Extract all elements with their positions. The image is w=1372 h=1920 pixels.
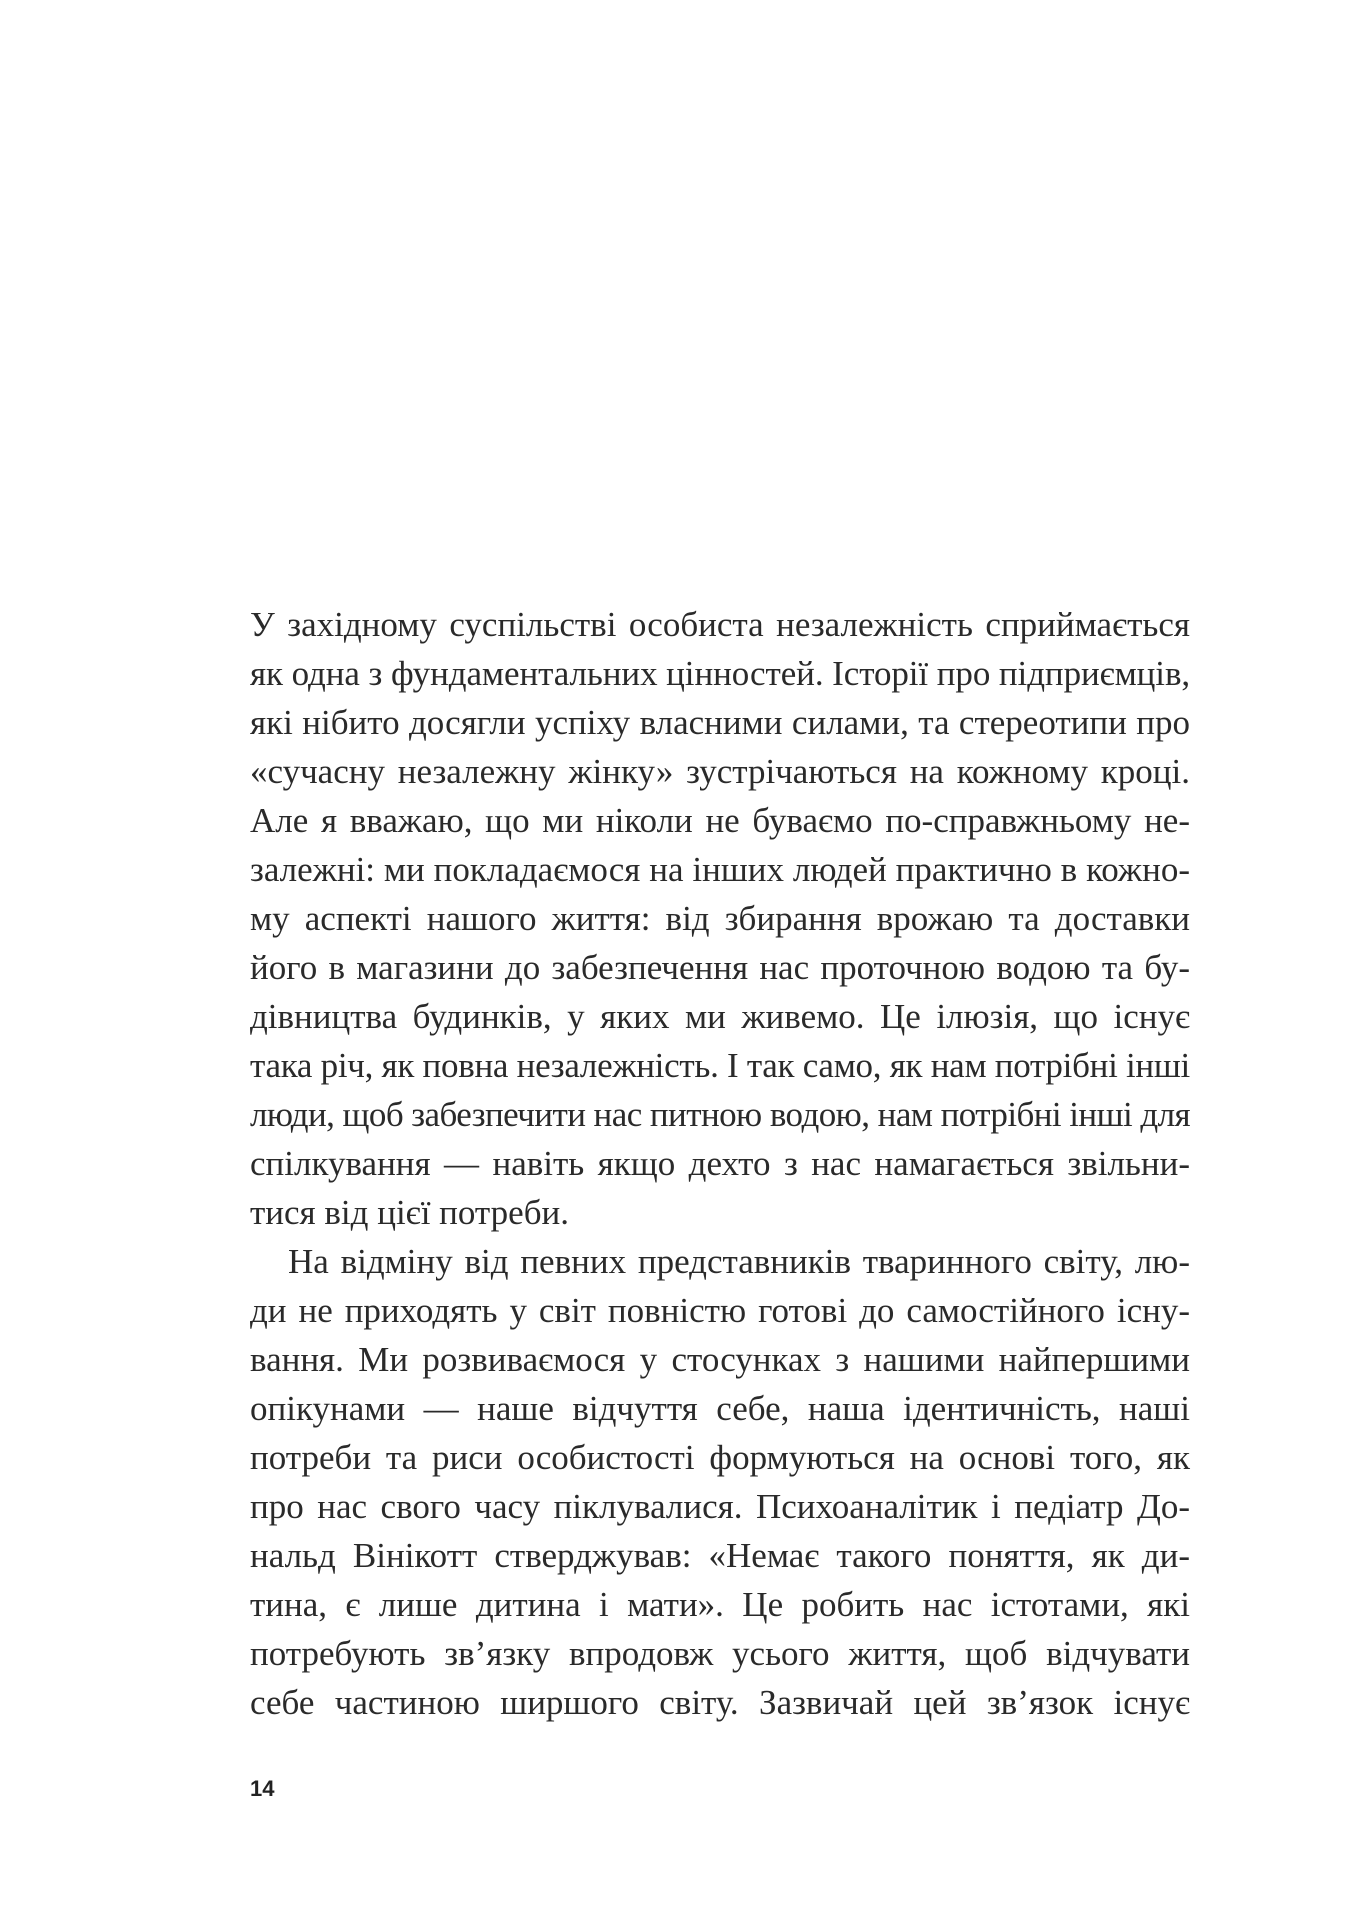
text-line: потреби та риси особистості формуються на основі того, як	[250, 1438, 1190, 1477]
text-line: На відміну від певних представників тваринного світу, лю-	[288, 1242, 1190, 1281]
text-line: тина, є лише дитина і мати». Це робить нас істотами, які	[250, 1585, 1190, 1624]
text-line: себе частиною ширшого світу. Зазвичай цей зв’язок існує	[250, 1683, 1190, 1722]
paragraph-1	[250, 600, 1190, 1237]
text-line: вання. Ми розвиваємося у стосунках з нашими найпершими	[250, 1340, 1190, 1379]
paragraph-2	[250, 1237, 1190, 1727]
text-line: тися від цієї потреби.	[250, 1193, 569, 1232]
body-text	[250, 600, 1190, 1727]
text-line: спілкування — навіть якщо дехто з нас намагається звільни-	[250, 1144, 1190, 1183]
text-line: му аспекті нашого життя: від збирання врожаю та доставки	[250, 899, 1190, 938]
text-line: які нібито досягли успіху власними силами, та стереотипи про	[250, 703, 1190, 742]
text-line: як одна з фундаментальних цінностей. Історії про підприємців,	[250, 654, 1191, 693]
text-line: «сучасну незалежну жінку» зустрічаються на кожному кроці.	[250, 752, 1190, 791]
text-line: така річ, як повна незалежність. І так само, як нам потрібні інші	[250, 1046, 1190, 1085]
text-line: дівництва будинків, у яких ми живемо. Це ілюзія, що існує	[250, 997, 1190, 1036]
text-line: залежні: ми покладаємося на інших людей практично в кожно-	[250, 850, 1190, 889]
text-line: Але я вважаю, що ми ніколи не буваємо по-справжньому не-	[250, 801, 1190, 840]
text-line: про нас свого часу піклувалися. Психоаналітик і педіатр До-	[250, 1487, 1190, 1526]
text-line: потребують зв’язку впродовж усього життя, щоб відчувати	[250, 1634, 1190, 1673]
text-line: його в магазини до забезпечення нас проточною водою та бу-	[250, 948, 1190, 987]
text-line: люди, щоб забезпечити нас питною водою, нам потрібні інші для	[250, 1095, 1191, 1134]
text-line: опікунами — наше відчуття себе, наша ідентичність, наші	[250, 1389, 1190, 1428]
text-line: У західному суспільстві особиста незалежність сприймається	[250, 605, 1190, 644]
page-number: 14	[250, 1776, 275, 1801]
text-line: нальд Вінікотт стверджував: «Немає такого поняття, як ди-	[250, 1536, 1190, 1575]
text-line: ди не приходять у світ повністю готові до самостійного існу-	[250, 1291, 1190, 1330]
